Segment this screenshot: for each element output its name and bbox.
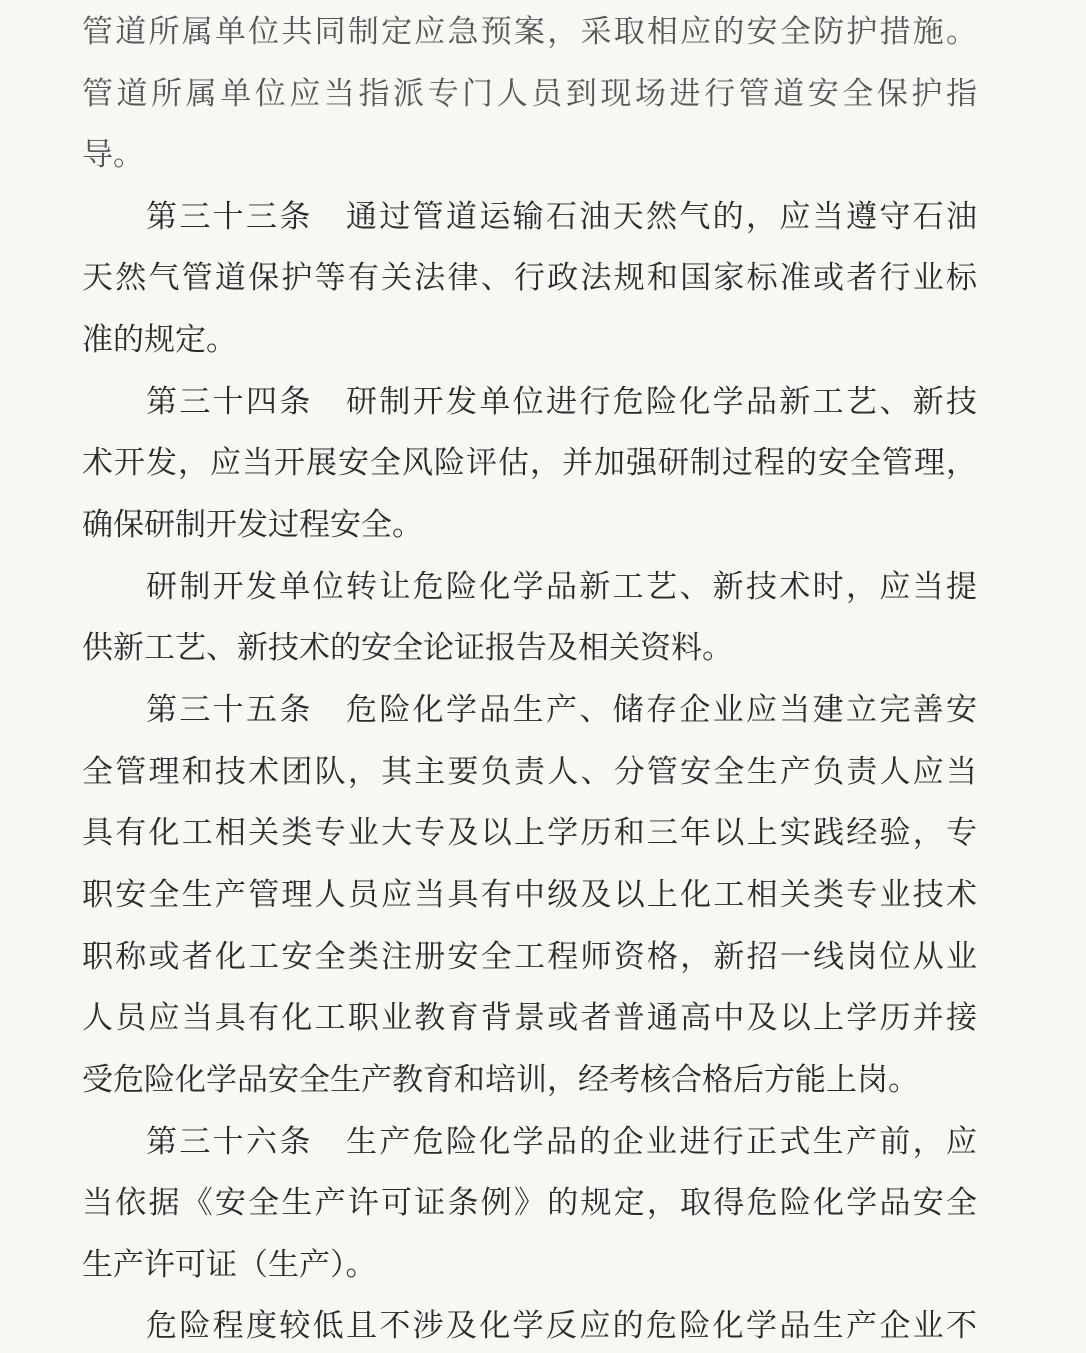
- text-line: 危险程度较低且不涉及化学反应的危险化学品生产企业不: [146, 1308, 977, 1344]
- text-line: 确保研制开发过程安全。: [82, 507, 423, 543]
- text-line: 管道所属单位共同制定应急预案，采取相应的安全防护措施。: [82, 14, 977, 50]
- article-34-heading-line: 第三十四条 研制开发单位进行危险化学品新工艺、新技: [146, 384, 977, 420]
- text-line: 供新工艺、新技术的安全论证报告及相关资料。: [82, 630, 733, 666]
- text-line: 天然气管道保护等有关法律、行政法规和国家标准或者行业标: [82, 260, 977, 296]
- text-line: 受危险化学品安全生产教育和培训，经考核合格后方能上岗。: [82, 1062, 919, 1098]
- text-line: 生产许可证（生产）。: [82, 1247, 377, 1283]
- text-line: 人员应当具有化工职业教育背景或者普通高中及以上学历并接: [82, 1000, 977, 1036]
- text-line: 具有化工相关类专业大专及以上学历和三年以上实践经验，专: [82, 815, 977, 851]
- article-35-heading-line: 第三十五条 危险化学品生产、储存企业应当建立完善安: [146, 692, 977, 728]
- text-line: 准的规定。: [82, 322, 237, 358]
- article-33-heading-line: 第三十三条 通过管道运输石油天然气的，应当遵守石油: [146, 199, 977, 235]
- text-line: 研制开发单位转让危险化学品新工艺、新技术时，应当提: [146, 569, 977, 605]
- text-line: 术开发，应当开展安全风险评估，并加强研制过程的安全管理，: [82, 445, 977, 481]
- text-line: 导。: [82, 137, 144, 173]
- text-line: 职称或者化工安全类注册安全工程师资格，新招一线岗位从业: [82, 939, 977, 975]
- text-line: 管道所属单位应当指派专门人员到现场进行管道安全保护指: [82, 76, 977, 112]
- text-line: 职安全生产管理人员应当具有中级及以上化工相关类专业技术: [82, 877, 977, 913]
- text-line: 全管理和技术团队，其主要负责人、分管安全生产负责人应当: [82, 754, 977, 790]
- text-line: 当依据《安全生产许可证条例》的规定，取得危险化学品安全: [82, 1185, 977, 1221]
- article-36-heading-line: 第三十六条 生产危险化学品的企业进行正式生产前，应: [146, 1124, 977, 1160]
